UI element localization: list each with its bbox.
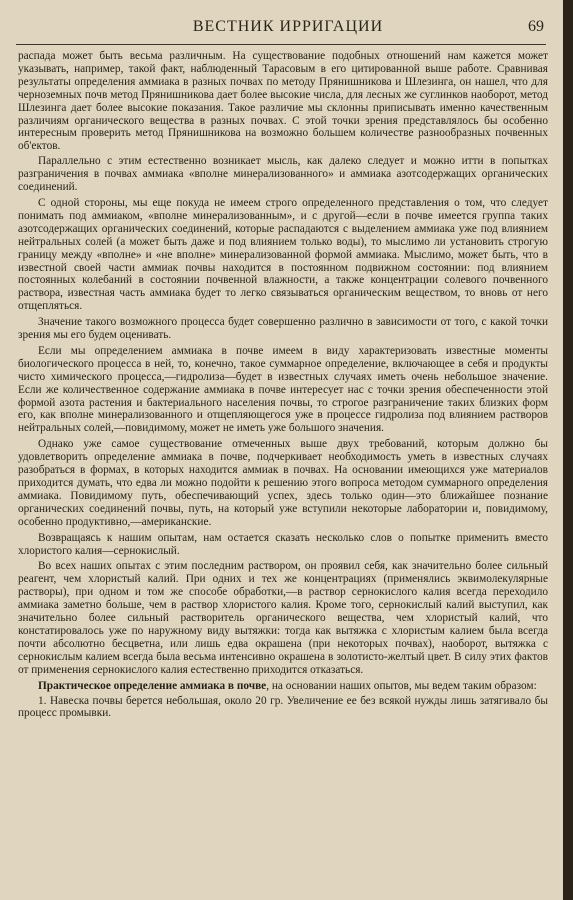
practical-heading: Практическое определение аммиака в почве [38, 679, 267, 692]
paragraph-7: Возвращаясь к нашим опытам, нам остается сказать несколько слов о попытке применить вместо хлористого калия—сернокислый. [18, 531, 548, 557]
journal-title: ВЕСТНИК ИРРИГАЦИИ [192, 18, 384, 35]
paragraph-4: Значение такого возможного процесса будет совершенно различно в зависимости от того, с какой точки зрения мы его будем оценивать. [18, 316, 548, 342]
practical-heading-paragraph [18, 680, 548, 693]
page-number: 69 [528, 18, 544, 35]
paragraph-5: Если мы определением аммиака в почве имеем в виду характеризовать известные моменты биологического процесса в ней, то, конечно, такое суммарное определение, включающее в себя и продукты чисто химического процесса,—гидролиза—будет в известных случаях иметь очень небольшое значение. Если же количественное содержание аммиака в почве интересует нас с точки зрения обеспеченности этой формой азота растения и бактериального населения почвы, то строгое разграничение таких близких форм его, как вполне минерализованного и отщепляющегося уже в процессе гидролиза под влиянием растворов нейтральных солей,—повидимому, может не иметь уже большого значения. [18, 344, 548, 435]
paragraph-3: С одной стороны, мы еще покуда не имеем строго определенного представления о том, что следует понимать под аммиаком, «вполне минерализованным», и с другой—если в почве имеется группа таких азотсодержащих органических соединений, которые распадаются с выделением аммиака уже под влиянием нейтральных солей (а может быть даже и под влиянием только воды), то мыслимо ли установить строгую границу между «вполне» и «не вполне» минерализованной формой аммиака. Мыслимо, может быть, что в известной своей части аммиак почвы находится в постоянном подвижном состоянии: под влиянием постоянных колебаний в состоянии почвенной влажности, а также концентрации солевого почвенного раствора, известная часть аммиака будет то легко связываться органическим веществом, то вновь от него отщепляться. [18, 196, 548, 313]
practical-heading-rest: , на основании наших опытов, мы ведем таким образом: [266, 679, 537, 692]
article-body [18, 50, 548, 722]
paragraph-8: Во всех наших опытах с этим последним раствором, он проявил себя, как значительно более сильный реагент, чем хлористый калий. При одних и тех же концентрациях (применялись эквимолекулярные растворы), при одном и том же способе обработки,—в раствор сернокислого калия всегда переходило аммиака заметно больше, чем в раствор хлористого калия. Кроме того, сернокислый калий выступил, как значительно более сильный растворитель органического вещества, чем хлористый калий, что констатировалось уже по наружному виду вытяжки: тогда как вытяжка с хлористым калием была всегда почти абсолютно бесцветна, или лишь едва окрашена (при некоторых почвах), наоборот, вытяжка с сернокислым калием всегда была весьма интенсивно окрашена в золотисто-желтый цвет. В силу этих фактов от применения сернокислого калия естественно приходится отказаться. [18, 560, 548, 676]
header-rule [16, 44, 546, 45]
running-header [18, 18, 558, 40]
paragraph-2: Параллельно с этим естественно возникает мысль, как далеко следует и можно итти в попытках разграничения в почвах аммиака «вполне минерализованного» и аммиака азотсодержащих органических соединений. [18, 155, 548, 194]
list-item-1: 1. Навеска почвы берется небольшая, около 20 гр. Увеличение ее без всякой нужды лишь затягивало бы процесс промывки. [18, 694, 548, 720]
page-edge-shadow [563, 0, 573, 900]
paragraph-6: Однако уже самое существование отмеченных выше двух требований, которым должно бы удовлетворить определение аммиака в почве, подчеркивает необходимость уметь в известных случаях разобраться в формах, в которых находится аммиак в почвах. На основании имеющихся уже материалов приходится думать, что едва ли можно подойти к решению этого вопроса методом суммарного определения аммиака. Повидимому путь, обеспечивающий успех, здесь только один—это ближайшее познание органических соединений почвы, путь, на который уже вступили некоторые лаборатории и, повидимому, особенно продуктивно,—американские. [18, 438, 548, 528]
paragraph-1: распада может быть весьма различным. На существование подобных отношений нам кажется может указывать, например, такой факт, наблюденный Тарасовым в его цитированной выше работе. Сравнивая результаты определения аммиака в разных почвах по методу Прянишникова и Шлезинга, он нашел, что для черноземных почв метод Прянишникова дает более высокие числа, для лесных же суглинков наоборот, метод Шлезинга дает более высокие показания. Такое различие мы склонны приписывать именно качественным различиям органического вещества в разных почвах. С этой точки зрения представлялось бы особенно интересным проверить метод Прянишникова на возможно большем количестве разнообразных почвенных об'ектов. [18, 50, 548, 153]
